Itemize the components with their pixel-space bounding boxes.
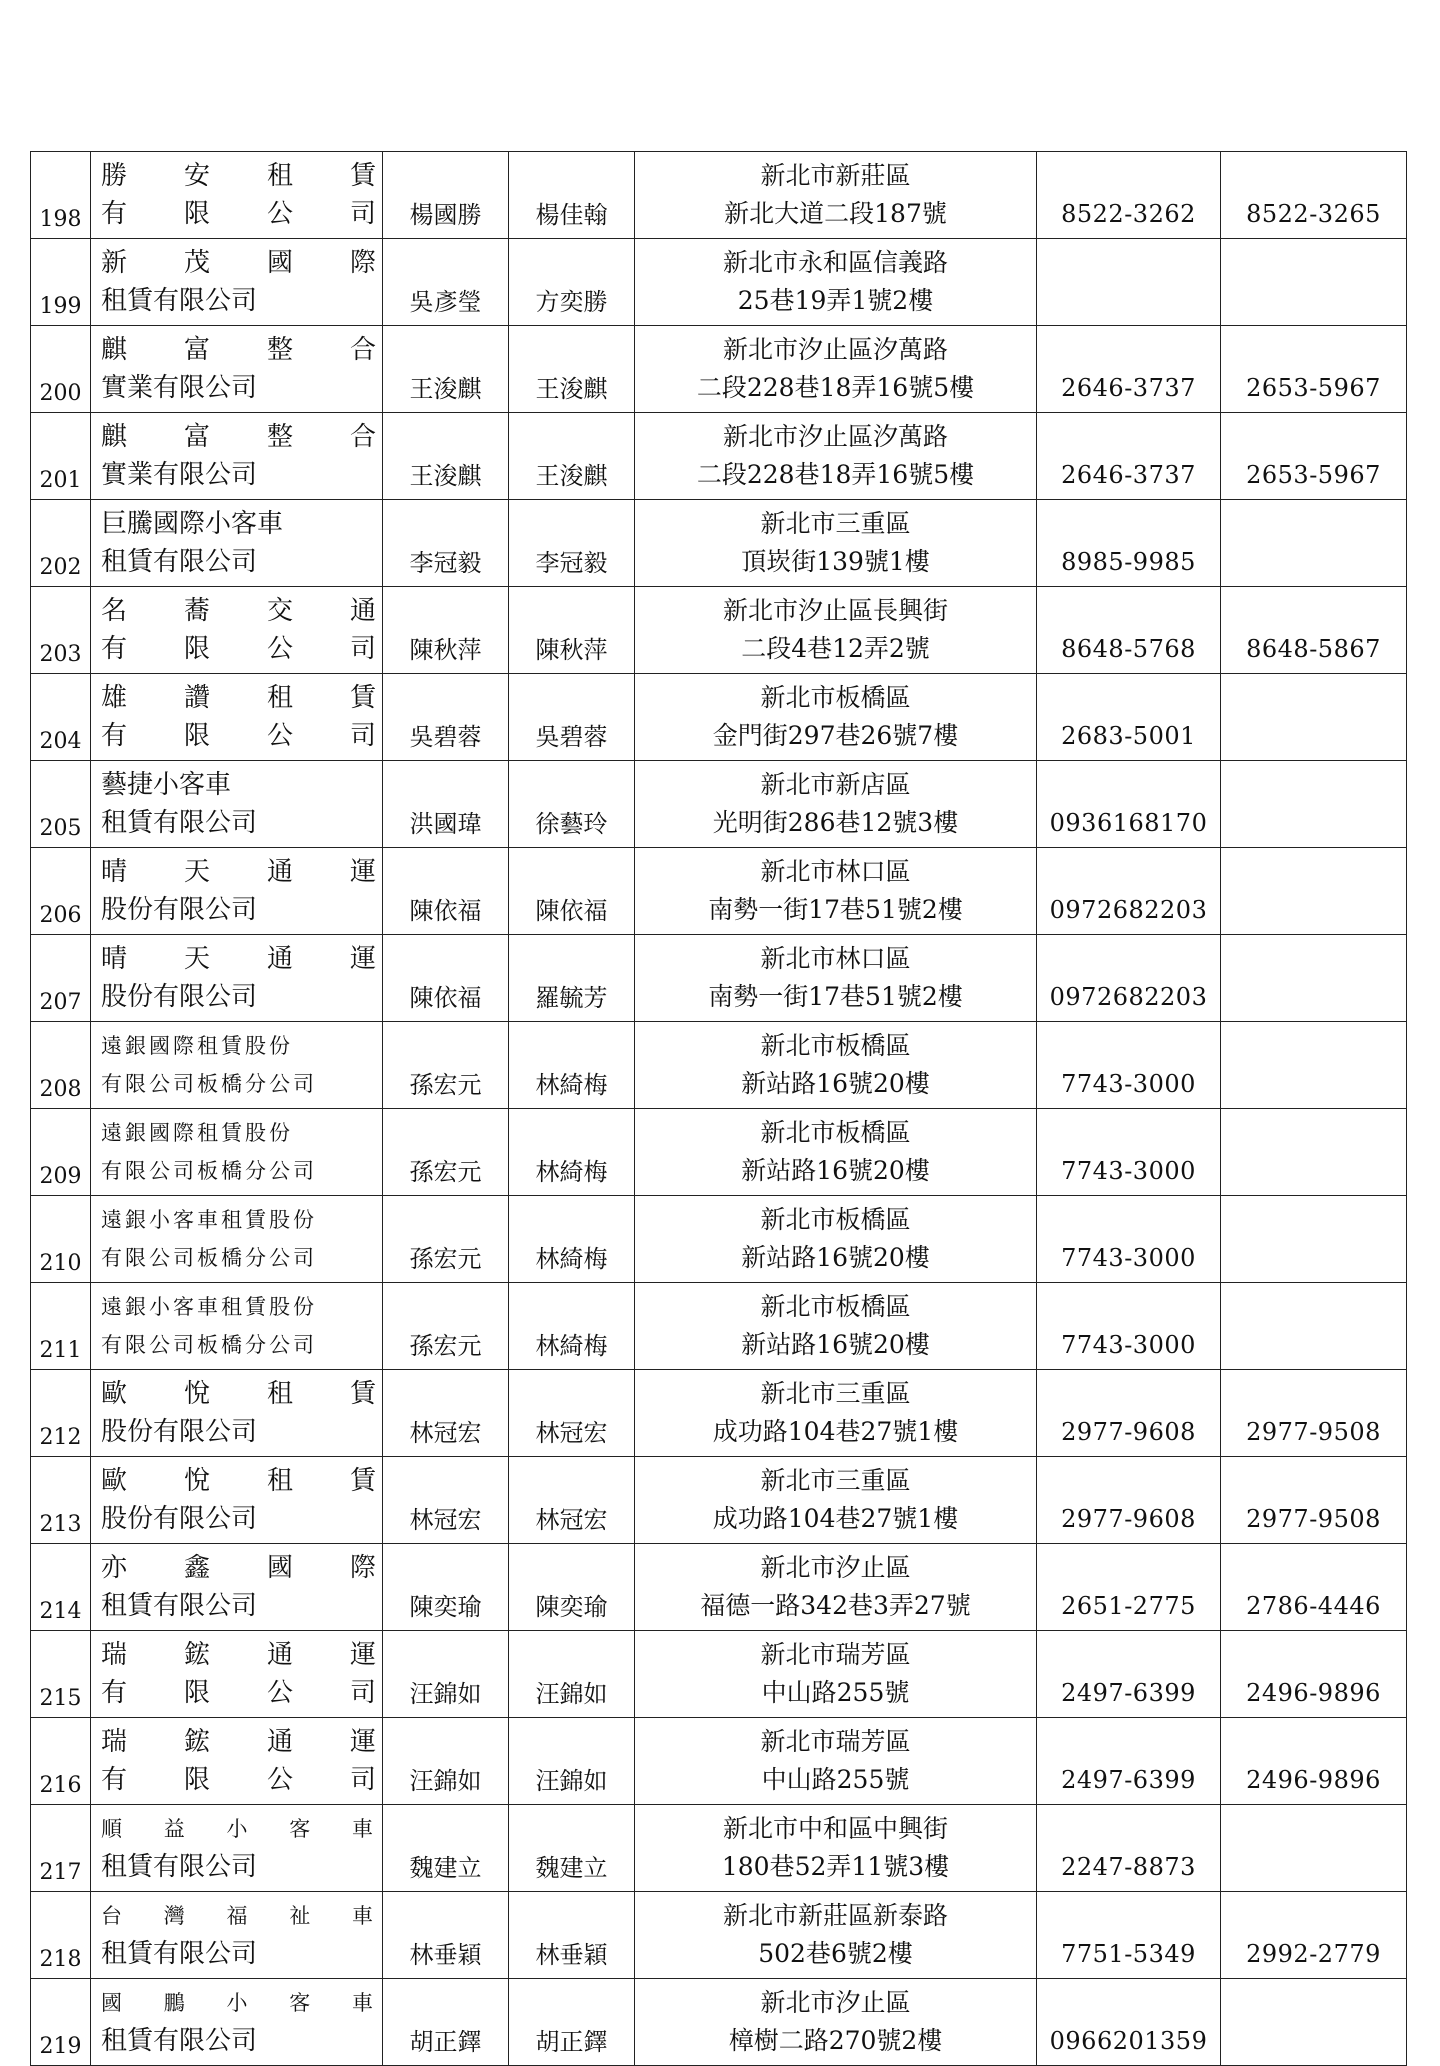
- telephone: 0972682203: [1037, 848, 1221, 935]
- manager: 楊佳翰: [509, 152, 635, 239]
- fax: 2496-9896: [1221, 1631, 1407, 1718]
- telephone: 0972682203: [1037, 935, 1221, 1022]
- address-line: 新北市三重區: [760, 1466, 911, 1495]
- company-name-line: 遠銀國際租賃股份: [101, 1121, 293, 1145]
- address-line: 新北市板橋區: [760, 683, 911, 712]
- manager: 胡正鐸: [509, 1979, 635, 2066]
- telephone: 2646-3737: [1037, 413, 1221, 500]
- telephone: 7751-5349: [1037, 1892, 1221, 1979]
- row-number: 209: [31, 1109, 91, 1196]
- telephone: 2683-5001: [1037, 674, 1221, 761]
- company-name: [91, 1718, 383, 1805]
- address: [635, 326, 1037, 413]
- address-line: 成功路104巷27號1樓: [712, 1417, 959, 1446]
- address-line: 25巷19弄1號2樓: [737, 286, 934, 315]
- manager: 林冠宏: [509, 1370, 635, 1457]
- manager: 陳奕瑜: [509, 1544, 635, 1631]
- manager: 林垂穎: [509, 1892, 635, 1979]
- address-line: 金門街297巷26號7樓: [712, 721, 959, 750]
- telephone: 2977-9608: [1037, 1457, 1221, 1544]
- telephone: 2497-6399: [1037, 1718, 1221, 1805]
- telephone: [1037, 239, 1221, 326]
- company-name: [91, 935, 383, 1022]
- table-body: [31, 152, 1407, 2066]
- address-line: 180巷52弄11號3樓: [721, 1852, 950, 1881]
- company-name: [91, 1805, 383, 1892]
- document-page: [30, 151, 1406, 2066]
- row-number: 198: [31, 152, 91, 239]
- representative: 陳依福: [383, 848, 509, 935]
- company-name: [91, 848, 383, 935]
- fax: [1221, 674, 1407, 761]
- manager: 陳秋萍: [509, 587, 635, 674]
- company-name: [91, 1283, 383, 1370]
- representative: 魏建立: [383, 1805, 509, 1892]
- address-line: 新北市板橋區: [760, 1118, 911, 1147]
- address-line: 新北市汐止區: [760, 1988, 911, 2017]
- company-name: [91, 413, 383, 500]
- manager: 林綺梅: [509, 1283, 635, 1370]
- company-name: [91, 1979, 383, 2066]
- table-row: [31, 500, 1407, 587]
- address-line: 新北大道二段187號: [724, 199, 947, 228]
- fax: [1221, 239, 1407, 326]
- telephone: 7743-3000: [1037, 1196, 1221, 1283]
- company-name: [91, 1196, 383, 1283]
- company-name-line: 國 鵬 小 客 車: [101, 1991, 376, 2015]
- address-line: 新站路16號20樓: [741, 1330, 930, 1359]
- company-name-line: 股份有限公司: [101, 982, 258, 1012]
- table-row: [31, 848, 1407, 935]
- company-name: [91, 1370, 383, 1457]
- fax: 2653-5967: [1221, 326, 1407, 413]
- address-line: 光明街286巷12號3樓: [712, 808, 959, 837]
- address: [635, 1718, 1037, 1805]
- address-line: 成功路104巷27號1樓: [712, 1504, 959, 1533]
- company-name-line: 遠銀小客車租賃股份: [101, 1295, 317, 1319]
- row-number: 219: [31, 1979, 91, 2066]
- telephone: 7743-3000: [1037, 1283, 1221, 1370]
- representative: 孫宏元: [383, 1022, 509, 1109]
- table-row: [31, 1022, 1407, 1109]
- address-line: 新北市汐止區: [760, 1553, 911, 1582]
- company-name-line: 租賃有限公司: [101, 547, 258, 577]
- company-name: [91, 1457, 383, 1544]
- fax: 8648-5867: [1221, 587, 1407, 674]
- address-line: 新北市板橋區: [760, 1292, 911, 1321]
- company-name-line: 歐 悅 租 賃: [101, 1379, 376, 1409]
- row-number: 213: [31, 1457, 91, 1544]
- table-row: [31, 1544, 1407, 1631]
- company-name-line: 有限公司板橋分公司: [101, 1246, 317, 1270]
- company-name-line: 租賃有限公司: [101, 808, 258, 838]
- representative: 吳碧蓉: [383, 674, 509, 761]
- manager: 王浚麒: [509, 326, 635, 413]
- address: [635, 1370, 1037, 1457]
- representative: 陳秋萍: [383, 587, 509, 674]
- company-name: [91, 761, 383, 848]
- company-name-line: 有限公司板橋分公司: [101, 1159, 317, 1183]
- address-line: 頂崁街139號1樓: [741, 547, 930, 576]
- manager: 吳碧蓉: [509, 674, 635, 761]
- address: [635, 674, 1037, 761]
- company-name-line: 有限公司板橋分公司: [101, 1333, 317, 1357]
- table-row: [31, 326, 1407, 413]
- row-number: 203: [31, 587, 91, 674]
- address: [635, 1805, 1037, 1892]
- row-number: 201: [31, 413, 91, 500]
- company-name-line: 有 限 公 司: [101, 1765, 376, 1795]
- address: [635, 152, 1037, 239]
- company-name: [91, 1109, 383, 1196]
- company-name: [91, 1631, 383, 1718]
- fax: 2496-9896: [1221, 1718, 1407, 1805]
- company-name-line: 有 限 公 司: [101, 199, 376, 229]
- row-number: 204: [31, 674, 91, 761]
- row-number: 215: [31, 1631, 91, 1718]
- address-line: 新北市新莊區新泰路: [722, 1901, 948, 1930]
- address-line: 新站路16號20樓: [741, 1243, 930, 1272]
- address-line: 新北市汐止區長興街: [722, 596, 948, 625]
- row-number: 218: [31, 1892, 91, 1979]
- representative: 胡正鐸: [383, 1979, 509, 2066]
- representative: 洪國瑋: [383, 761, 509, 848]
- address-line: 中山路255號: [761, 1678, 910, 1707]
- address: [635, 1196, 1037, 1283]
- address: [635, 1544, 1037, 1631]
- table-row: [31, 674, 1407, 761]
- company-name: [91, 1892, 383, 1979]
- row-number: 210: [31, 1196, 91, 1283]
- address: [635, 1022, 1037, 1109]
- fax: 8522-3265: [1221, 152, 1407, 239]
- representative: 楊國勝: [383, 152, 509, 239]
- address: [635, 935, 1037, 1022]
- address: [635, 500, 1037, 587]
- row-number: 206: [31, 848, 91, 935]
- company-name-line: 遠銀國際租賃股份: [101, 1034, 293, 1058]
- telephone: 2646-3737: [1037, 326, 1221, 413]
- fax: [1221, 761, 1407, 848]
- company-name-line: 晴 天 通 運: [101, 857, 376, 887]
- row-number: 214: [31, 1544, 91, 1631]
- row-number: 211: [31, 1283, 91, 1370]
- address-line: 新北市中和區中興街: [722, 1814, 948, 1843]
- address: [635, 239, 1037, 326]
- address: [635, 848, 1037, 935]
- fax: [1221, 848, 1407, 935]
- telephone: 8522-3262: [1037, 152, 1221, 239]
- representative: 孫宏元: [383, 1109, 509, 1196]
- manager: 汪錦如: [509, 1718, 635, 1805]
- table-row: [31, 1892, 1407, 1979]
- telephone: 8985-9985: [1037, 500, 1221, 587]
- telephone: 8648-5768: [1037, 587, 1221, 674]
- representative: 王浚麒: [383, 326, 509, 413]
- company-name-line: 租賃有限公司: [101, 1852, 258, 1882]
- company-name-line: 股份有限公司: [101, 895, 258, 925]
- table-row: [31, 1109, 1407, 1196]
- company-name-line: 遠銀小客車租賃股份: [101, 1208, 317, 1232]
- fax: 2977-9508: [1221, 1370, 1407, 1457]
- representative: 王浚麒: [383, 413, 509, 500]
- representative: 吳彥瑩: [383, 239, 509, 326]
- address-line: 新北市林口區: [760, 857, 911, 886]
- table-row: [31, 587, 1407, 674]
- company-name-line: 雄 讚 租 賃: [101, 683, 376, 713]
- manager: 陳依福: [509, 848, 635, 935]
- address-line: 新北市新莊區: [760, 161, 911, 190]
- company-name-line: 有 限 公 司: [101, 721, 376, 751]
- address: [635, 1892, 1037, 1979]
- company-name-line: 有限公司板橋分公司: [101, 1072, 317, 1096]
- company-name-line: 晴 天 通 運: [101, 944, 376, 974]
- address-line: 南勢一街17巷51號2樓: [708, 895, 963, 924]
- company-name-line: 亦 鑫 國 際: [101, 1553, 376, 1583]
- address-line: 中山路255號: [761, 1765, 910, 1794]
- row-number: 205: [31, 761, 91, 848]
- company-name-line: 台 灣 福 祉 車: [101, 1904, 376, 1928]
- company-name: [91, 239, 383, 326]
- table-row: [31, 1370, 1407, 1457]
- fax: [1221, 1109, 1407, 1196]
- address-line: 樟樹二路270號2樓: [728, 2026, 943, 2055]
- row-number: 216: [31, 1718, 91, 1805]
- fax: [1221, 1022, 1407, 1109]
- company-name-line: 租賃有限公司: [101, 2026, 258, 2056]
- address-line: 新北市板橋區: [760, 1031, 911, 1060]
- address-line: 二段4巷12弄2號: [741, 634, 930, 663]
- fax: [1221, 1805, 1407, 1892]
- table-row: [31, 413, 1407, 500]
- table-row: [31, 1457, 1407, 1544]
- table-row: [31, 761, 1407, 848]
- manager: 徐藝玲: [509, 761, 635, 848]
- company-name: [91, 674, 383, 761]
- telephone: 0966201359: [1037, 1979, 1221, 2066]
- table-row: [31, 1718, 1407, 1805]
- manager: 羅毓芳: [509, 935, 635, 1022]
- manager: 魏建立: [509, 1805, 635, 1892]
- representative: 陳依福: [383, 935, 509, 1022]
- company-name-line: 麒 富 整 合: [101, 335, 376, 365]
- address-line: 新北市三重區: [760, 1379, 911, 1408]
- company-table: [30, 151, 1407, 2066]
- table-row: [31, 1631, 1407, 1718]
- company-name-line: 有 限 公 司: [101, 1678, 376, 1708]
- address-line: 二段228巷18弄16號5樓: [696, 460, 975, 489]
- representative: 孫宏元: [383, 1283, 509, 1370]
- fax: [1221, 1196, 1407, 1283]
- manager: 林冠宏: [509, 1457, 635, 1544]
- table-row: [31, 1805, 1407, 1892]
- telephone: 2651-2775: [1037, 1544, 1221, 1631]
- company-name-line: 歐 悅 租 賃: [101, 1466, 376, 1496]
- representative: 林冠宏: [383, 1457, 509, 1544]
- representative: 汪錦如: [383, 1718, 509, 1805]
- address-line: 新北市新店區: [760, 770, 911, 799]
- company-name-line: 瑞 鋐 通 運: [101, 1640, 376, 1670]
- fax: [1221, 500, 1407, 587]
- fax: 2653-5967: [1221, 413, 1407, 500]
- address-line: 新北市瑞芳區: [760, 1727, 911, 1756]
- company-name-line: 實業有限公司: [101, 460, 258, 490]
- representative: 李冠毅: [383, 500, 509, 587]
- fax: [1221, 1979, 1407, 2066]
- company-name: [91, 587, 383, 674]
- address-line: 新北市汐止區汐萬路: [722, 422, 948, 451]
- address-line: 福德一路342巷3弄27號: [700, 1591, 971, 1620]
- telephone: 2977-9608: [1037, 1370, 1221, 1457]
- company-name-line: 順 益 小 客 車: [101, 1817, 376, 1841]
- table-row: [31, 152, 1407, 239]
- manager: 方奕勝: [509, 239, 635, 326]
- fax: [1221, 935, 1407, 1022]
- company-name-line: 實業有限公司: [101, 373, 258, 403]
- address: [635, 587, 1037, 674]
- company-name-line: 藝捷小客車: [101, 770, 232, 800]
- company-name-line: 瑞 鋐 通 運: [101, 1727, 376, 1757]
- row-number: 217: [31, 1805, 91, 1892]
- address: [635, 1109, 1037, 1196]
- telephone: 2497-6399: [1037, 1631, 1221, 1718]
- fax: 2977-9508: [1221, 1457, 1407, 1544]
- company-name: [91, 152, 383, 239]
- company-name-line: 股份有限公司: [101, 1417, 258, 1447]
- address-line: 502巷6號2樓: [758, 1939, 913, 1968]
- company-name: [91, 1544, 383, 1631]
- telephone: 0936168170: [1037, 761, 1221, 848]
- address-line: 二段228巷18弄16號5樓: [696, 373, 975, 402]
- address-line: 新北市汐止區汐萬路: [722, 335, 948, 364]
- telephone: 7743-3000: [1037, 1022, 1221, 1109]
- address-line: 新北市林口區: [760, 944, 911, 973]
- company-name-line: 麒 富 整 合: [101, 422, 376, 452]
- row-number: 200: [31, 326, 91, 413]
- company-name: [91, 326, 383, 413]
- row-number: 199: [31, 239, 91, 326]
- fax: 2786-4446: [1221, 1544, 1407, 1631]
- company-name: [91, 1022, 383, 1109]
- table-row: [31, 935, 1407, 1022]
- address-line: 新站路16號20樓: [741, 1156, 930, 1185]
- company-name-line: 新 茂 國 際: [101, 248, 376, 278]
- company-name-line: 有 限 公 司: [101, 634, 376, 664]
- telephone: 2247-8873: [1037, 1805, 1221, 1892]
- address: [635, 1283, 1037, 1370]
- address: [635, 761, 1037, 848]
- manager: 李冠毅: [509, 500, 635, 587]
- manager: 林綺梅: [509, 1022, 635, 1109]
- table-row: [31, 1979, 1407, 2066]
- address-line: 新站路16號20樓: [741, 1069, 930, 1098]
- representative: 汪錦如: [383, 1631, 509, 1718]
- company-name-line: 名 蕎 交 通: [101, 596, 376, 626]
- row-number: 202: [31, 500, 91, 587]
- table-row: [31, 1196, 1407, 1283]
- address-line: 新北市三重區: [760, 509, 911, 538]
- address: [635, 413, 1037, 500]
- representative: 林冠宏: [383, 1370, 509, 1457]
- address-line: 南勢一街17巷51號2樓: [708, 982, 963, 1011]
- company-name-line: 租賃有限公司: [101, 1591, 258, 1621]
- company-name: [91, 500, 383, 587]
- representative: 林垂穎: [383, 1892, 509, 1979]
- manager: 王浚麒: [509, 413, 635, 500]
- company-name-line: 租賃有限公司: [101, 1939, 258, 1969]
- row-number: 208: [31, 1022, 91, 1109]
- company-name-line: 巨騰國際小客車: [101, 509, 284, 539]
- company-name-line: 勝 安 租 賃: [101, 161, 376, 191]
- company-name-line: 股份有限公司: [101, 1504, 258, 1534]
- telephone: 7743-3000: [1037, 1109, 1221, 1196]
- row-number: 212: [31, 1370, 91, 1457]
- fax: [1221, 1283, 1407, 1370]
- address: [635, 1979, 1037, 2066]
- table-row: [31, 1283, 1407, 1370]
- fax: 2992-2779: [1221, 1892, 1407, 1979]
- address: [635, 1631, 1037, 1718]
- table-row: [31, 239, 1407, 326]
- manager: 汪錦如: [509, 1631, 635, 1718]
- representative: 孫宏元: [383, 1196, 509, 1283]
- manager: 林綺梅: [509, 1109, 635, 1196]
- representative: 陳奕瑜: [383, 1544, 509, 1631]
- manager: 林綺梅: [509, 1196, 635, 1283]
- address-line: 新北市瑞芳區: [760, 1640, 911, 1669]
- address: [635, 1457, 1037, 1544]
- address-line: 新北市板橋區: [760, 1205, 911, 1234]
- row-number: 207: [31, 935, 91, 1022]
- company-name-line: 租賃有限公司: [101, 286, 258, 316]
- address-line: 新北市永和區信義路: [722, 248, 948, 277]
